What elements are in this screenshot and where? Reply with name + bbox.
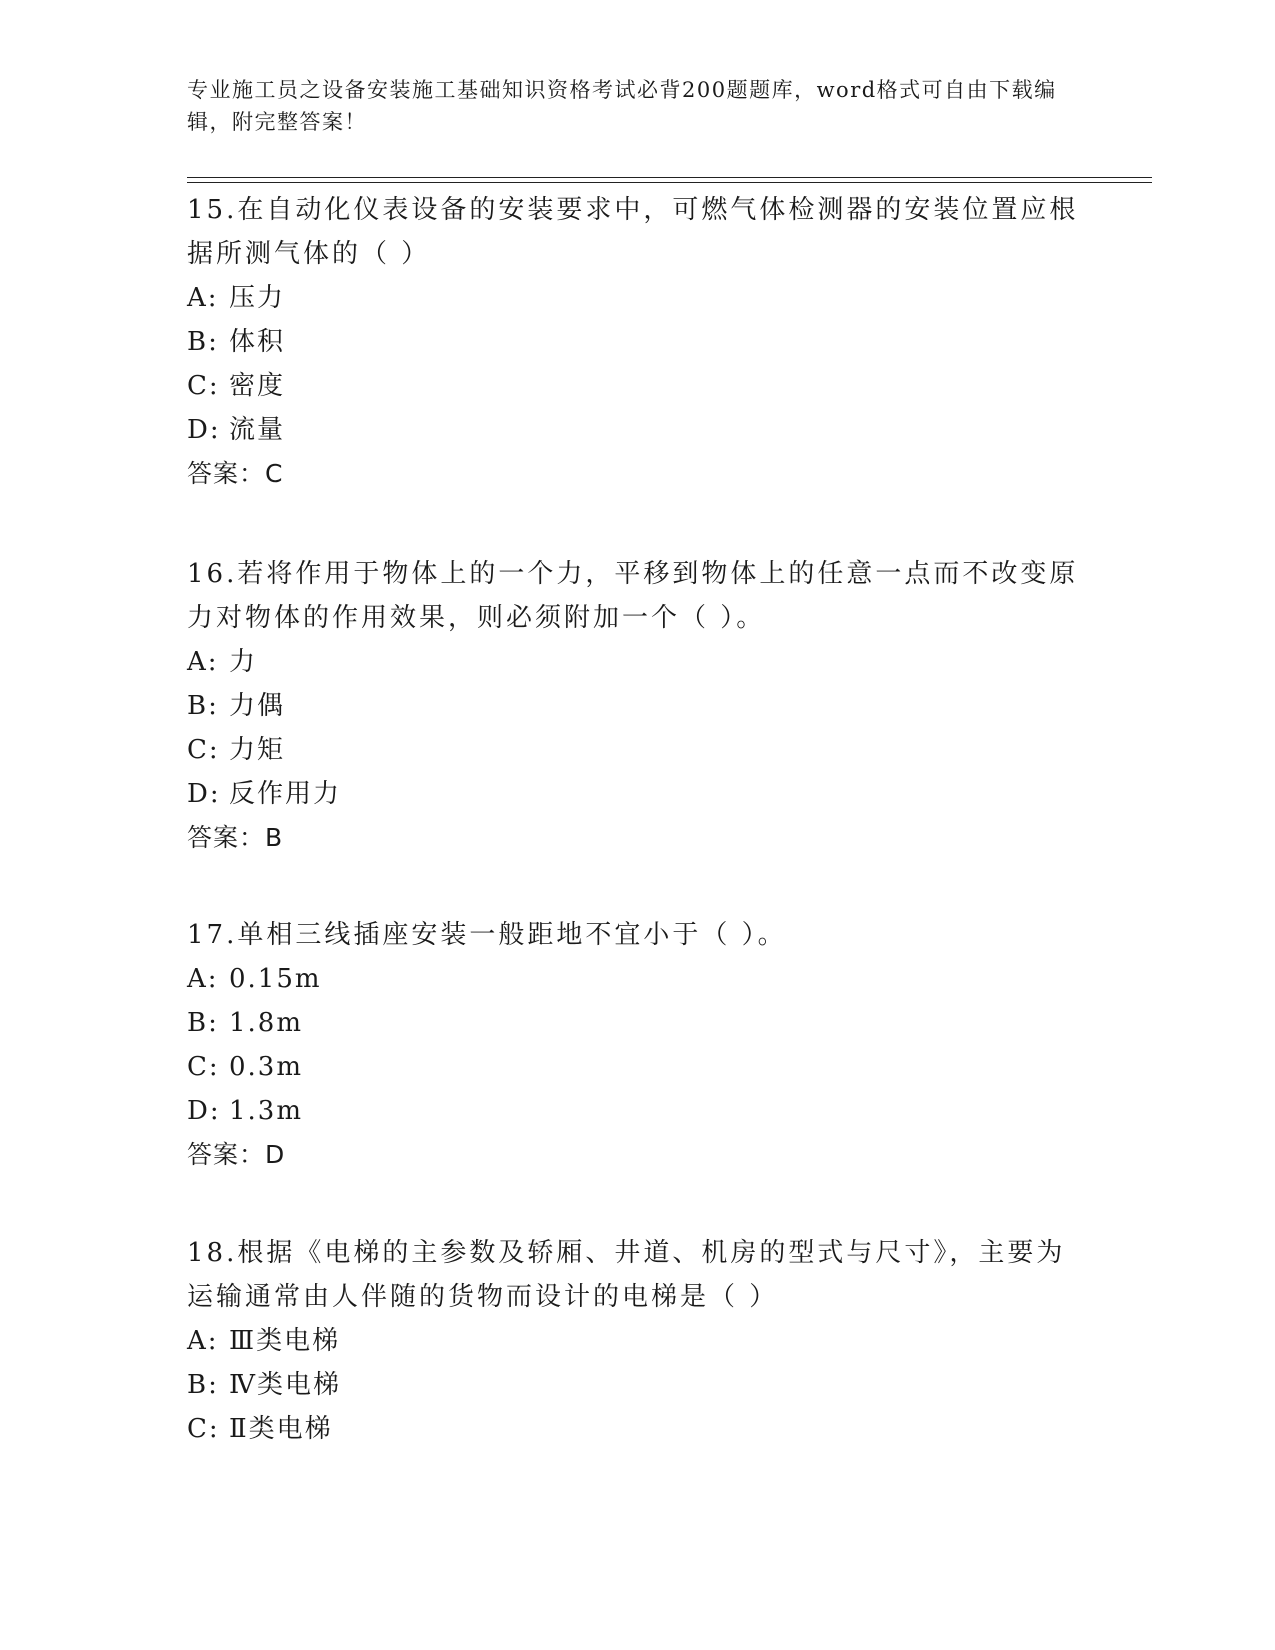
option-a: [187, 640, 1087, 684]
option-text: Ⅲ类电梯: [229, 1326, 341, 1356]
option-text: 反作用力: [229, 779, 342, 809]
question-stem: 18.根据《电梯的主参数及轿厢、井道、机房的型式与尺寸》，主要为运输通常由人伴随的货物而设计的电梯是（ ）: [187, 1238, 1066, 1312]
question-stem: 17.单相三线插座安装一般距地不宜小于（ ）。: [187, 920, 787, 950]
option-a: [187, 1319, 1087, 1363]
option-c: [187, 1045, 1087, 1089]
option-key: B:: [187, 691, 219, 721]
question-stem: 15.在自动化仪表设备的安装要求中，可燃气体检测器的安装位置应根据所测气体的（ ）: [187, 195, 1079, 269]
option-key: D:: [187, 779, 221, 809]
option-b: [187, 684, 1087, 728]
option-d: [187, 1089, 1087, 1133]
header-divider-line: [187, 177, 1152, 178]
option-a: [187, 276, 1087, 320]
option-key: C:: [187, 735, 220, 765]
option-key: A:: [187, 647, 219, 677]
answer: 答案：C: [187, 459, 284, 488]
option-text: 体积: [229, 327, 286, 357]
option-text: 力偶: [229, 691, 286, 721]
option-key: D:: [187, 1096, 221, 1126]
option-text: Ⅱ类电梯: [229, 1414, 333, 1444]
answer: 答案：B: [187, 823, 284, 852]
option-c: [187, 364, 1087, 408]
option-key: D:: [187, 415, 221, 445]
option-text: Ⅳ类电梯: [229, 1370, 341, 1400]
option-c: [187, 1407, 1087, 1451]
option-text: 流量: [229, 415, 286, 445]
option-key: C:: [187, 1052, 220, 1082]
option-key: A:: [187, 964, 219, 994]
answer: 答案：D: [187, 1140, 286, 1169]
question-15: [187, 188, 1087, 496]
option-key: B:: [187, 1370, 219, 1400]
question-18: [187, 1231, 1087, 1451]
option-key: C:: [187, 371, 220, 401]
option-b: [187, 1363, 1087, 1407]
option-key: B:: [187, 327, 219, 357]
option-d: [187, 408, 1087, 452]
question-stem: 16.若将作用于物体上的一个力，平移到物体上的任意一点而不改变原力对物体的作用效果，则必须附加一个（ ）。: [187, 559, 1079, 633]
option-d: [187, 772, 1087, 816]
question-16: [187, 552, 1087, 860]
option-b: [187, 320, 1087, 364]
option-text: 压力: [229, 283, 286, 313]
option-text: 1.3m: [229, 1096, 304, 1126]
option-b: [187, 1001, 1087, 1045]
option-key: A:: [187, 1326, 219, 1356]
question-17: [187, 913, 1087, 1177]
option-text: 力矩: [229, 735, 286, 765]
option-key: A:: [187, 283, 219, 313]
document-title: 专业施工员之设备安装施工基础知识资格考试必背200题题库，word格式可自由下载编辑，附完整答案！: [187, 78, 1057, 134]
option-a: [187, 957, 1087, 1001]
option-c: [187, 728, 1087, 772]
option-key: B:: [187, 1008, 219, 1038]
option-text: 1.8m: [229, 1008, 304, 1038]
header-divider-line-2: [187, 182, 1152, 183]
option-text: 0.15m: [229, 964, 322, 994]
option-text: 密度: [229, 371, 286, 401]
option-text: 0.3m: [229, 1052, 304, 1082]
option-text: 力: [229, 647, 258, 677]
option-key: C:: [187, 1414, 220, 1444]
